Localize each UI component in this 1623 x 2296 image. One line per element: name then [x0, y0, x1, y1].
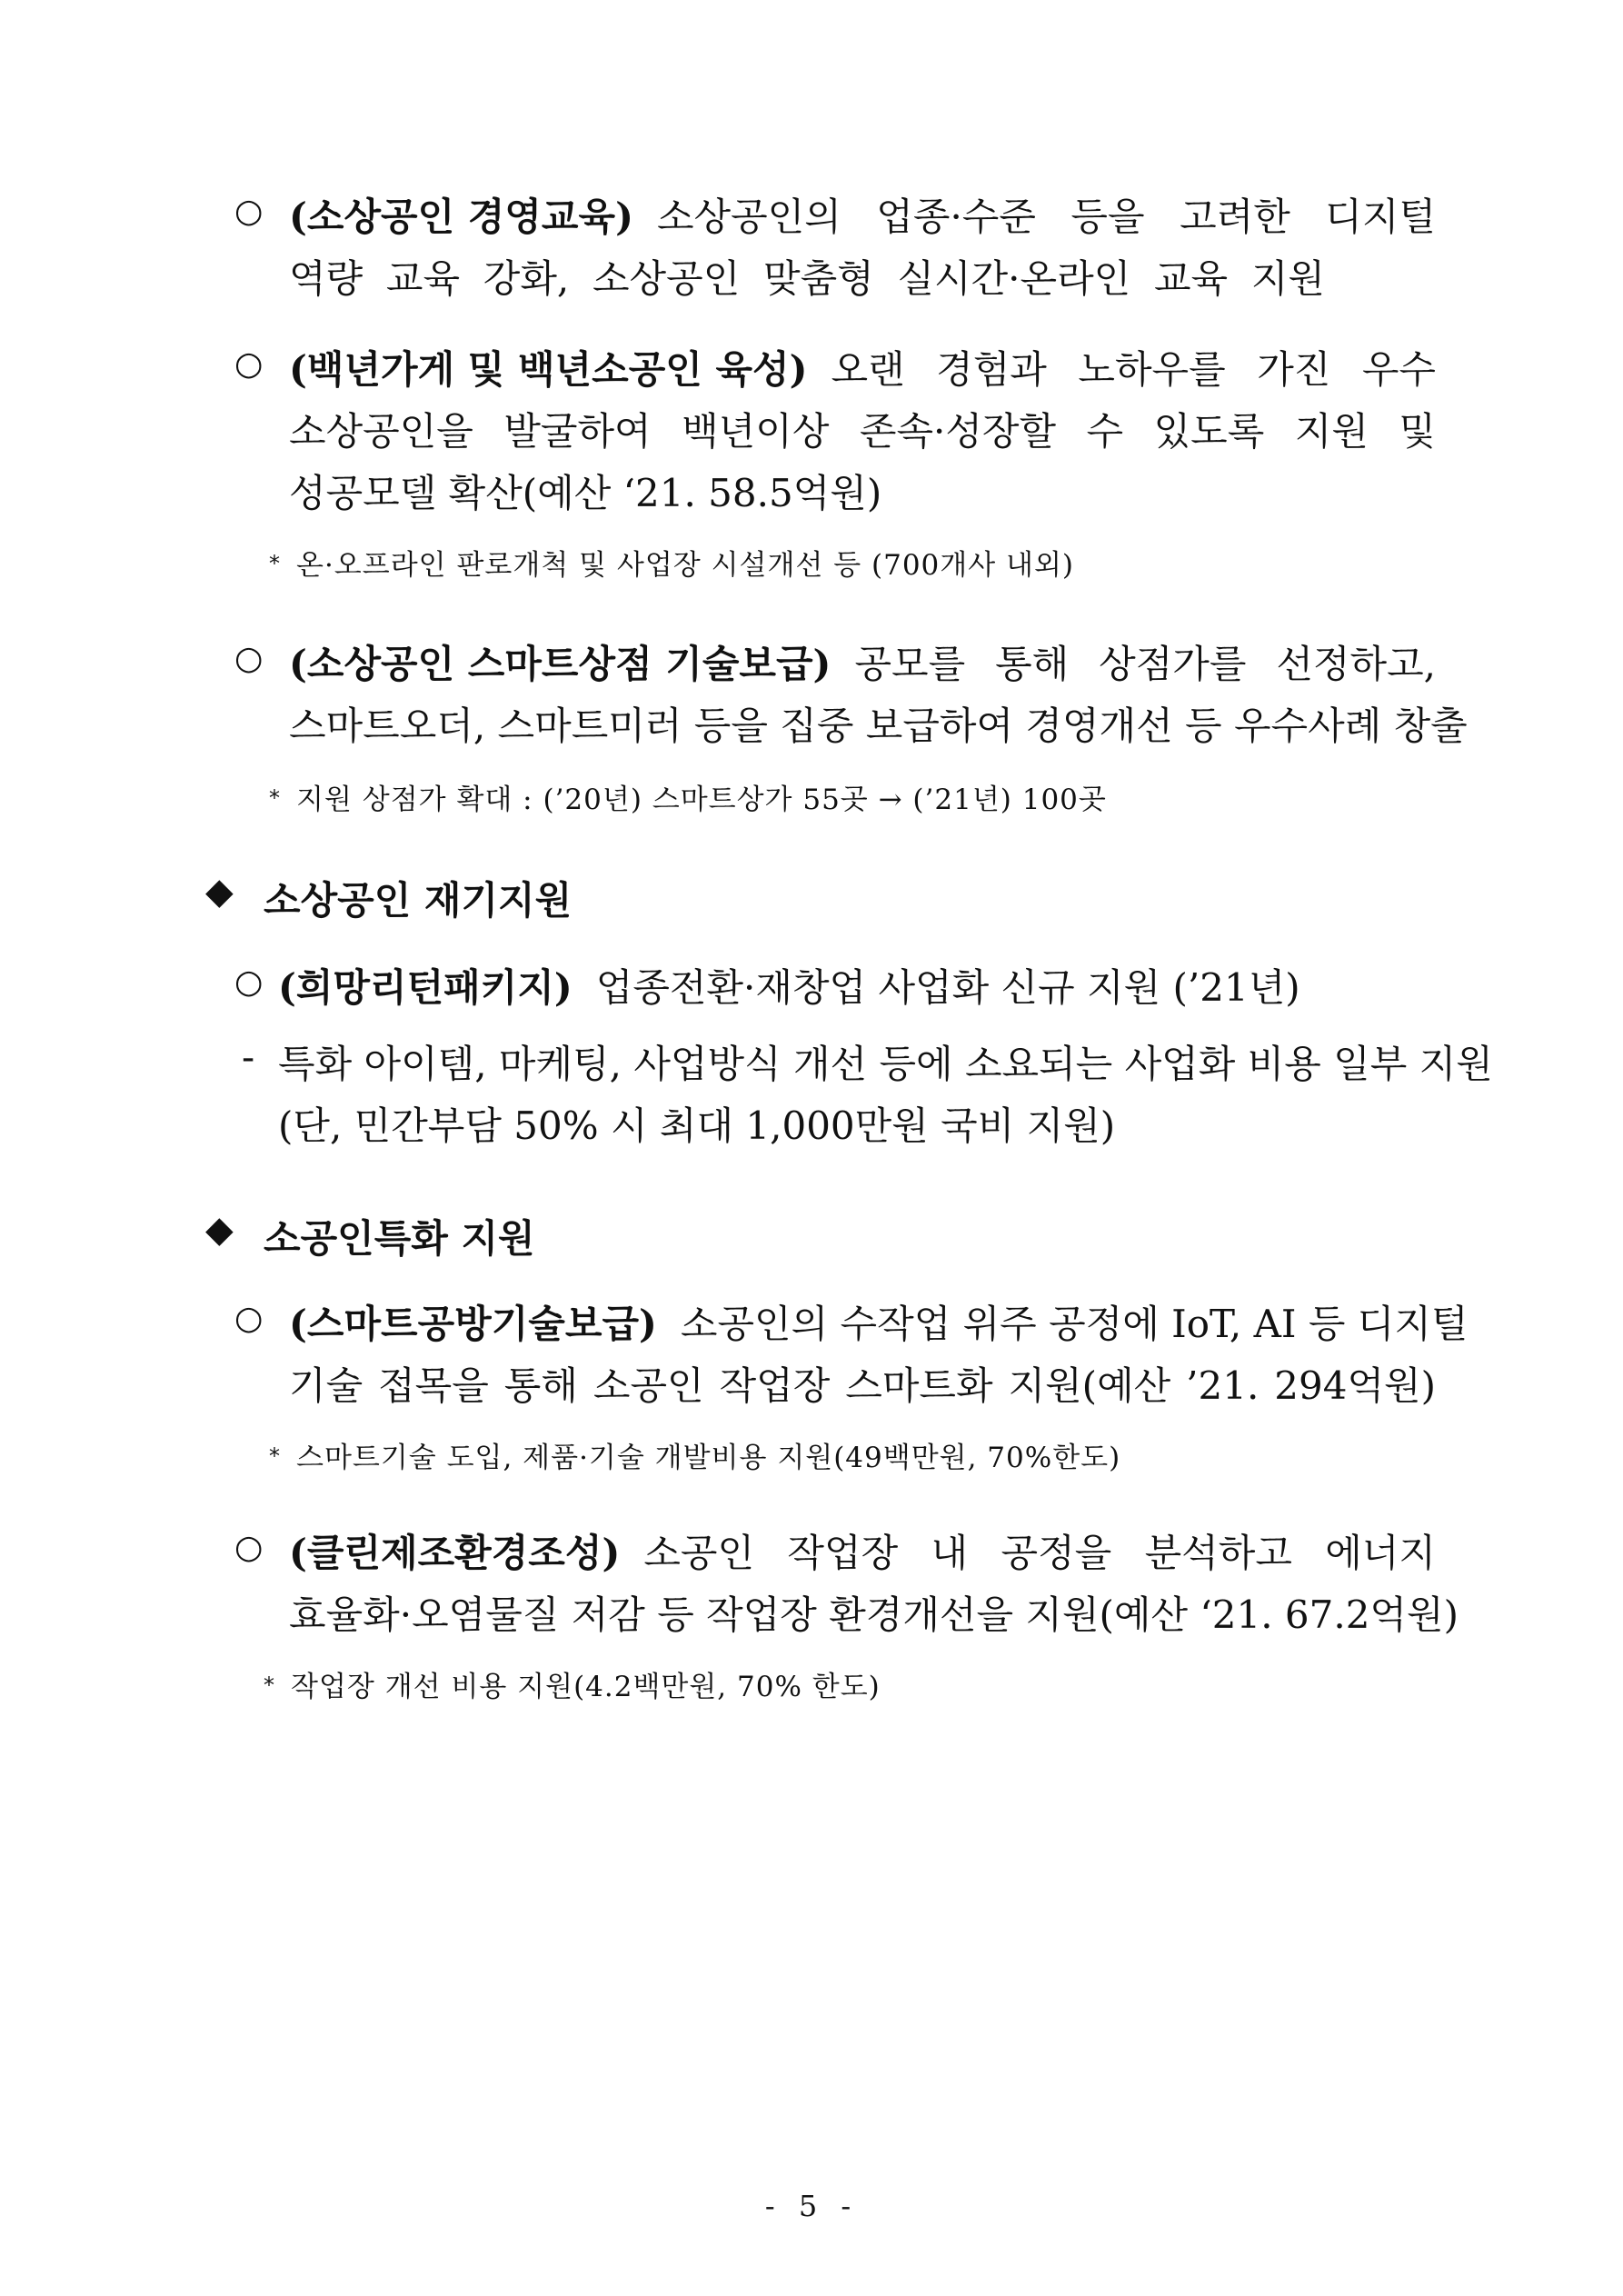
item-line: [289, 249, 1325, 304]
note-text: 작업장 개선 비용 지원(4.2백만원, 70% 한도): [291, 1671, 881, 1703]
note-marker: *: [269, 1443, 280, 1469]
dash-line: [278, 1096, 1115, 1151]
page-number: - 5 -: [764, 2189, 859, 2223]
circle-bullet: ○: [234, 1529, 264, 1566]
note-marker: *: [264, 1672, 274, 1698]
circle-bullet: ○: [234, 345, 264, 383]
item-text-line: 성공모델 확산(예산 ‘21. 58.5억원): [289, 471, 882, 515]
circle-bullet: ○: [234, 193, 264, 230]
item-line: [289, 1356, 1436, 1411]
note-line: [296, 776, 1107, 817]
item-text: [854, 634, 1436, 689]
item-line: [289, 1585, 1459, 1640]
circle-bullet: ○: [234, 640, 264, 677]
item-text: 업종전환·재창업 사업화 신규 지원 (’21년): [595, 965, 1300, 1010]
item-text-line: 소공인 작업장 내 공정을 분석하고 에너지: [643, 1531, 1436, 1575]
note-text: 스마트기술 도입, 제품·기술 개발비용 지원(49백만원, 70%한도): [296, 1442, 1121, 1474]
item-text: [831, 340, 1436, 394]
note-text: 온·오프라인 판로개척 및 사업장 시설개선 등 (700개사 내외): [296, 549, 1074, 582]
circle-bullet: ○: [234, 1300, 264, 1337]
item-title: (소상공인 스마트상점 기술보급): [289, 642, 831, 686]
item-text-line: 기술 접목을 통해 소공인 작업장 스마트화 지원(예산 ’21. 294억원): [289, 1363, 1436, 1408]
dash-text-line: 특화 아이템, 마케팅, 사업방식 개선 등에 소요되는 사업화 비용 일부 지원: [278, 1042, 1493, 1086]
diamond-bullet: ◆: [205, 871, 234, 913]
dash-bullet: -: [242, 1034, 255, 1079]
item-text-line: 공모를 통해 상점가를 선정하고,: [854, 642, 1436, 686]
item-title: (클린제조환경조성): [289, 1531, 621, 1575]
item-line: [289, 634, 1436, 689]
note-line: [291, 1663, 881, 1704]
item-line: [278, 958, 1300, 1013]
note-line: [296, 542, 1074, 583]
section-heading: 소공인특화 지원: [264, 1216, 535, 1261]
item-title: (스마트공방기술보급): [289, 1302, 657, 1346]
item-text-line: 스마트오더, 스마트미러 등을 집중 보급하여 경영개선 등 우수사례 창출: [289, 704, 1468, 748]
note-text: 지원 상점가 확대 : (’20년) 스마트상가 55곳 → (’21년) 100곳: [296, 784, 1107, 816]
item-line: [289, 696, 1468, 751]
item-text-line: 역량 교육 강화, 소상공인 맞춤형 실시간·온라인 교육 지원: [289, 256, 1325, 301]
item-text-line: 소상공인의 업종·수준 등을 고려한 디지털: [656, 195, 1436, 239]
item-title: (소상공인 경영교육): [289, 195, 633, 239]
note-marker: *: [269, 551, 280, 576]
item-line: [289, 464, 881, 518]
note-marker: *: [269, 785, 280, 811]
item-text-line: 소공인의 수작업 위주 공정에 IoT, AI 등 디지털: [680, 1302, 1469, 1346]
item-line: [289, 187, 1436, 242]
dash-text-line: (단, 민간부담 50% 시 최대 1,000만원 국비 지원): [278, 1103, 1116, 1148]
item-title: (희망리턴패키지): [278, 965, 573, 1010]
item-text: [643, 1523, 1436, 1578]
item-text: [681, 1294, 1469, 1349]
item-text-line: 소상공인을 발굴하여 백년이상 존속·성장할 수 있도록 지원 및: [289, 409, 1436, 454]
item-line: [289, 340, 1436, 394]
item-text-line: 효율화·오염물질 저감 등 작업장 환경개선을 지원(예산 ‘21. 67.2억원): [289, 1592, 1459, 1637]
item-line: [289, 1294, 1469, 1349]
section-heading: 소상공인 재기지원: [264, 878, 573, 923]
item-title: (백년가게 및 백년소공인 육성): [289, 347, 808, 392]
circle-bullet: ○: [234, 963, 264, 1001]
dash-line: [278, 1034, 1493, 1089]
item-text-line: 오랜 경험과 노하우를 가진 우수: [831, 347, 1436, 392]
diamond-bullet: ◆: [205, 1209, 234, 1251]
item-line: [289, 1523, 1436, 1578]
item-line: [289, 402, 1436, 456]
item-text: [657, 187, 1436, 242]
note-line: [296, 1434, 1120, 1475]
